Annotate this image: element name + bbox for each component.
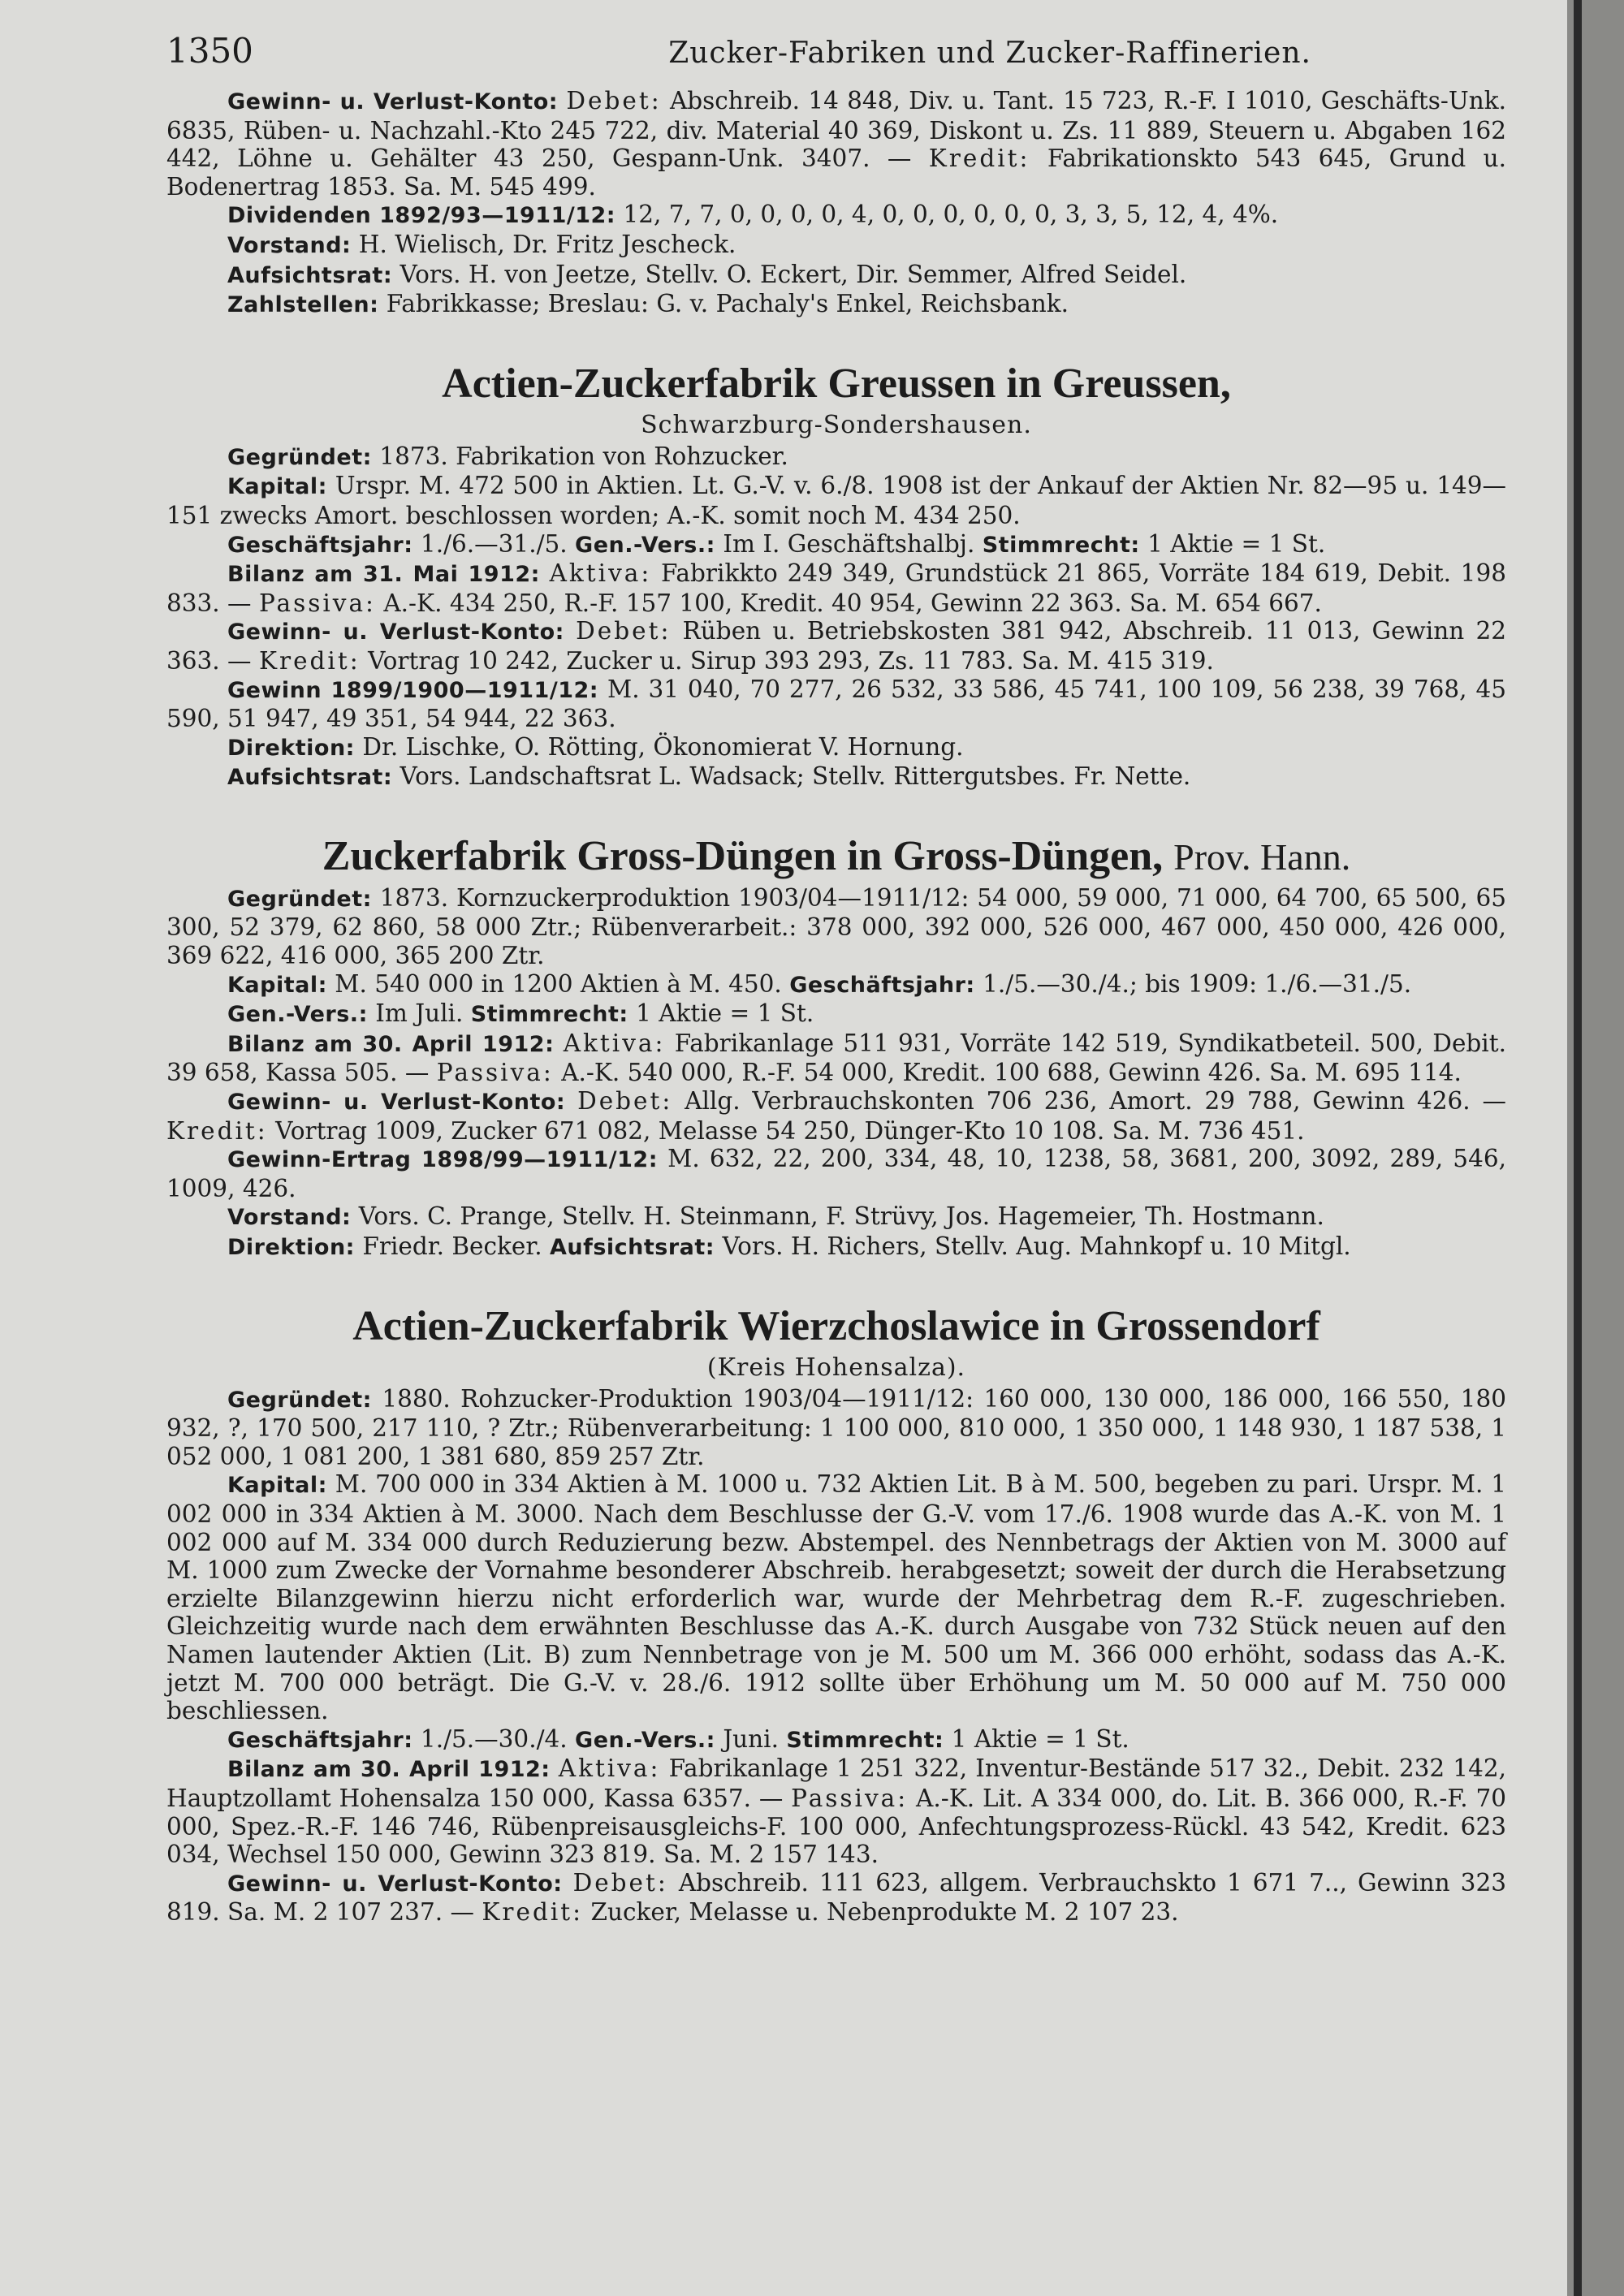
field-text: Vors. H. Richers, Stellv. Aug. Mahnkopf u. 10 Mitgl. [722,1232,1351,1260]
field-text: Rüben u. Betriebskosten 381 942, Abschreib. 11 013, Gewinn 22 363. — [166,617,1506,675]
field-text: Abschreib. 14 848, Div. u. Tant. 15 723, R.-F. I 1010, Geschäfts-Unk. 6835, Rüben- u. Nachzahl.-Kto 245 722, div. Material 40 369, Diskont u. Zs. 11 889, Steuern u. Abgaben 162 442, Löhne u. Gehälter 43 250, Gespann-Unk. 3407. — [166,87,1506,173]
board-paragraph [166,1202,1506,1232]
kredit-label: Kredit: [928,145,1030,173]
field-text: 1 Aktie = 1 St. [636,999,814,1028]
field-text: Im Juli. [375,999,464,1028]
field-label: Gegründet: [227,886,372,912]
entry-title: Actien-Zuckerfabrik Wierzchoslawice in Grossendorf [352,1302,1320,1349]
field-text: Dr. Lischke, O. Rötting, Ökonomierat V. Hornung. [362,732,964,761]
field-label: Gen.-Vers.: [575,1727,715,1753]
management-paragraph [166,733,1506,763]
field-text: A.-K. 540 000, R.-F. 54 000, Kredit. 100 688, Gewinn 426. Sa. M. 695 114. [561,1059,1462,1087]
management-paragraph [166,1232,1506,1262]
field-label: Gen.-Vers.: [575,532,715,558]
field-text: Im I. Geschäftshalbj. [723,529,975,558]
passiva-label: Passiva: [258,589,376,617]
supervisory-paragraph [166,762,1506,792]
field-text: Vortrag 10 242, Zucker u. Sirup 393 293, Zs. 11 783. Sa. M. 415 319. [368,646,1214,675]
field-label: Gewinn- u. Verlust-Konto: [227,619,564,645]
field-text: Fabrikanlage 1 251 322, Inventur-Bestände 517 32., Debit. 232 142, Hauptzollamt Hohensalza 150 000, Kassa 6357. — [166,1754,1506,1812]
guv-paragraph [166,1087,1506,1145]
field-label: Kapital: [227,474,327,500]
field-text: Vors. C. Prange, Stellv. H. Steinmann, F. Strüvy, Jos. Hagemeier, Th. Hostmann. [358,1202,1324,1231]
entry-continued [166,87,1506,320]
field-text: Fabrikationskto 543 645, Grund u. Bodenertrag 1853. Sa. M. 545 499. [166,145,1506,201]
field-label: Stimmrecht: [786,1727,944,1753]
meeting-paragraph [166,999,1506,1029]
field-label: Kapital: [227,972,327,998]
field-label: Bilanz am 30. April 1912: [227,1757,551,1783]
entry-title: Actien-Zuckerfabrik Greussen in Greussen, [442,360,1231,407]
balance-paragraph [166,1029,1506,1087]
field-text: 1./5.—30./4. [420,1724,568,1753]
field-text: Juni. [723,1724,779,1753]
capital-paragraph [166,970,1506,1000]
field-text: M. 632, 22, 200, 334, 48, 10, 1238, 58, 3681, 200, 3092, 289, 546, 1009, 426. [166,1145,1506,1202]
field-text: 1873. Fabrikation von Rohzucker. [379,442,788,470]
field-text: M. 31 040, 70 277, 26 532, 33 586, 45 741, 100 109, 56 238, 39 768, 45 590, 51 947, 49 351, 54 944, 22 363. [166,675,1506,733]
field-label: Gewinn-Ertrag 1898/99—1911/12: [227,1147,658,1173]
field-text: 1./6.—31./5. [420,529,568,558]
field-text: 1873. Kornzuckerproduktion 1903/04—1911/12: 54 000, 59 000, 71 000, 64 700, 65 500, 65 300, 52 379, 62 860, 58 000 Ztr.; Rübenverarbeit.: 378 000, 392 000, 526 000, 467 000, 450 000, 426 000, 369 622, 416 000, 365 200 Ztr. [166,883,1506,970]
field-text: 1 Aktie = 1 St. [1147,529,1326,558]
field-text: Fabrikanlage 511 931, Vorräte 142 519, Syndikatbeteil. 500, Debit. 39 658, Kassa 505. — [166,1029,1506,1087]
founded-paragraph [166,884,1506,970]
running-title: Zucker-Fabriken und Zucker-Raffinerien. [668,37,1311,70]
capital-paragraph [166,472,1506,529]
entry-title-main: Zuckerfabrik Gross-Düngen in Gross-Düngen, [322,832,1164,879]
guv-paragraph [166,1869,1506,1927]
field-label: Zahlstellen: [227,292,379,318]
fiscal-year-paragraph [166,1725,1506,1755]
field-label: Kapital: [227,1473,327,1499]
profit-history-paragraph [166,1145,1506,1202]
passiva-label: Passiva: [791,1784,909,1812]
field-text: Friedr. Becker. [362,1232,542,1260]
kredit-label: Kredit: [258,646,361,675]
field-text: A.-K. 434 250, R.-F. 157 100, Kredit. 40 954, Gewinn 22 363. Sa. M. 654 667. [383,589,1322,617]
field-text: 1 Aktie = 1 St. [951,1724,1129,1753]
field-text: Zucker, Melasse u. Nebenprodukte M. 2 107 23. [590,1898,1179,1927]
field-label: Gewinn- u. Verlust-Konto: [227,1871,563,1897]
field-label: Direktion: [227,735,355,761]
field-label: Aufsichtsrat: [549,1235,715,1260]
field-text: Fabrikkasse; Breslau: G. v. Pachaly's Enkel, Reichsbank. [386,290,1069,318]
debet-label: Debet: [566,87,662,114]
entry-greussen [166,360,1506,792]
field-label: Geschäftsjahr: [789,972,975,998]
field-label: Gegründet: [227,444,372,470]
field-label: Gewinn- u. Verlust-Konto: [227,1090,566,1116]
field-label: Dividenden 1892/93—1911/12: [227,203,616,229]
debet-label: Debet: [576,617,672,645]
debet-label: Debet: [572,1868,668,1897]
entry-gross-duengen [166,833,1506,1262]
field-label: Vorstand: [227,232,352,258]
field-text: Vors. H. von Jeetze, Stellv. O. Eckert, Dir. Semmer, Alfred Seidel. [400,260,1187,288]
field-text: Allg. Verbrauchskonten 706 236, Amort. 29 788, Gewinn 426. — [685,1087,1506,1116]
supervisory-paragraph [166,261,1506,291]
field-text: 1./5.—30./4.; bis 1909: 1./6.—31./5. [983,969,1412,998]
entry-wierzchoslawice [166,1303,1506,1927]
field-text: A.-K. Lit. A 334 000, do. Lit. B. 366 000, R.-F. 70 000, Spez.-R.-F. 146 746, Rübenpreisausgleichs-F. 100 000, Anfechtungsprozess-Rückl. 43 542, Kredit. 623 034, Wechsel 150 000, Gewinn 323 819. Sa. M. 2 157 143. [166,1784,1506,1869]
page-binding-shadow [1574,0,1582,2296]
field-label: Gewinn- u. Verlust-Konto: [227,89,559,114]
field-label: Stimmrecht: [470,1002,628,1028]
field-text: 12, 7, 7, 0, 0, 0, 0, 4, 0, 0, 0, 0, 0, 0, 3, 3, 5, 12, 4, 4%. [623,201,1279,229]
field-label: Bilanz am 31. Mai 1912: [227,562,540,588]
founded-paragraph [166,1385,1506,1471]
field-label: Direktion: [227,1235,355,1260]
paying-agents-paragraph [166,290,1506,320]
page-number: 1350 [166,31,253,71]
kredit-label: Kredit: [482,1898,584,1927]
field-text: M. 700 000 in 334 Aktien à M. 1000 u. 732 Aktien Lit. B à M. 500, begeben zu pari. Urspr. M. 1 002 000 in 334 Aktien à M. 3000. Nach dem Beschlusse der G.-V. vom 17./6. 1908 wurde das A.-K. von M. 1 002 000 auf M. 334 000 durch Reduzierung bezw. Abstempel. des Nennbetrags der Aktien von M. 3000 auf M. 1000 zum Zwecke der Vornahme besonderer Abschreib. herabgesetzt; soweit der durch die Herabsetzung erzielte Bilanzgewinn hierzu nicht erforderlich war, wurde der Mehrbetrag dem R.-F. zugeschrieben. Gleichzeitig wurde nach dem erwähnten Beschlusse das A.-K. durch Ausgabe von 732 Stück neuen auf den Namen lautender Aktien (Lit. B) zum Nennbetrage von je M. 500 um M. 366 000 erhöht, sodass das A.-K. jetzt M. 700 000 beträgt. Die G.-V. v. 28./6. 1912 sollte über Erhöhung um M. 50 000 auf M. 750 000 beschliessen. [166,1470,1506,1725]
entry-title-suffix: Prov. Hann. [1173,835,1351,878]
field-text: Fabrikkto 249 349, Grundstück 21 865, Vorräte 184 619, Debit. 198 833. — [166,559,1506,617]
balance-paragraph [166,1754,1506,1868]
field-label: Gegründet: [227,1387,372,1413]
dividends-paragraph [166,201,1506,231]
field-text: 1880. Rohzucker-Produktion 1903/04—1911/12: 160 000, 130 000, 186 000, 166 550, 180 932, ?, 170 500, 217 110, ? Ztr.; Rübenverarbeitung: 1 100 000, 810 000, 1 350 000, 1 148 930, 1 187 538, 1 052 000, 1 081 200, 1 381 680, 859 257 Ztr. [166,1384,1506,1470]
field-label: Geschäftsjahr: [227,532,413,558]
aktiva-label: Aktiva: [549,559,652,588]
profit-history-paragraph [166,675,1506,733]
field-label: Bilanz am 30. April 1912: [227,1031,555,1057]
field-label: Gewinn 1899/1900—1911/12: [227,677,599,703]
field-text: Vors. Landschaftsrat L. Wadsack; Stellv. Rittergutsbes. Fr. Nette. [400,762,1191,791]
field-label: Aufsichtsrat: [227,262,393,288]
guv-paragraph [166,87,1506,201]
balance-paragraph [166,559,1506,617]
kredit-label: Kredit: [166,1116,268,1145]
field-label: Gen.-Vers.: [227,1002,368,1028]
field-label: Stimmrecht: [982,532,1140,558]
passiva-label: Passiva: [436,1059,554,1087]
guv-paragraph [166,617,1506,675]
entry-subtitle: Schwarzburg-Sondershausen. [641,410,1032,439]
entry-title [166,833,1506,881]
field-text: M. 540 000 in 1200 Aktien à M. 450. [335,969,782,998]
field-label: Geschäftsjahr: [227,1727,413,1753]
field-text: Abschreib. 111 623, allgem. Verbrauchskto 1 671 7.., Gewinn 323 819. Sa. M. 2 107 237. — [166,1868,1506,1927]
entry-subtitle: (Kreis Hohensalza). [706,1353,966,1382]
fiscal-year-paragraph [166,530,1506,560]
capital-paragraph [166,1470,1506,1724]
field-text: H. Wielisch, Dr. Fritz Jescheck. [358,230,736,258]
debet-label: Debet: [577,1087,673,1116]
field-label: Aufsichtsrat: [227,765,393,791]
running-header [166,31,1506,71]
aktiva-label: Aktiva: [558,1754,661,1783]
field-text: Vortrag 1009, Zucker 671 082, Melasse 54 250, Dünger-Kto 10 108. Sa. M. 736 451. [275,1116,1305,1145]
board-paragraph [166,231,1506,261]
field-text: Urspr. M. 472 500 in Aktien. Lt. G.-V. v. 6./8. 1908 ist der Ankauf der Aktien Nr. 82—95 u. 149—151 zwecks Amort. beschlossen worden; A.-K. somit noch M. 434 250. [166,472,1506,529]
page-content [166,31,1506,1927]
aktiva-label: Aktiva: [563,1029,666,1057]
founded-paragraph [166,442,1506,473]
field-label: Vorstand: [227,1205,352,1231]
